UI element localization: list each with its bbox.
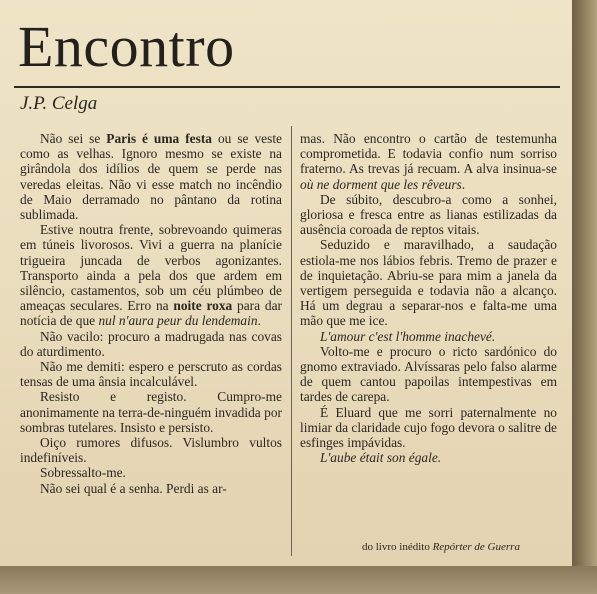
- quote-line: L'aube était son égale.: [320, 450, 442, 466]
- page-edge: [572, 0, 597, 594]
- paragraph: Não vacilo: procuro a madrugada nas covas do aturdimento.: [20, 328, 282, 359]
- paragraph: É Eluard que me sorri paternalmente no limiar da claridade cujo fogo devora o salitre de esfinges impávidas.: [300, 404, 557, 451]
- title-rule: [14, 86, 560, 88]
- source-credit: do livro inédito Repórter de Guerra: [362, 541, 520, 553]
- paragraph: mas. Não encontro o cartão de testemunha comprometida. E todavia confio num sorriso fraterno. As trevas já recuam. A alva insinua-se où ne dorment que les rêveurs.: [300, 131, 557, 192]
- paragraph: Seduzido e maravilhado, a saudação estiola-me nos lábios febris. Tremo de prazer e de inquietação. Abriu-se para mim a janela da vertigem perseguida e todavia não a alcanço. Há um degrau a separar-nos e falta-me uma mão que me ice.: [300, 237, 557, 329]
- paragraph: Resisto e registo. Cumpro-me anonimamente na terra-de-ninguém invadida por sombras tutelares. Insisto e persisto.: [20, 389, 282, 435]
- paragraph: Estive noutra frente, sobrevoando quimeras em túneis livorosos. Vivi a guerra na planície trigueira juncada de verbos agonizantes. Transporto ainda a pela dos que ardem em silêncio, castamentos, sob um céu plúmbeo de ameaças seculares. Erro na noite roxa para dar notícia de que nul n'aura peur du lendemain.: [20, 222, 282, 329]
- paragraph: De súbito, descubro-a como a sonhei, gloriosa e fresca entre as lianas estilizadas da ausência coroada de reptos vitais.: [300, 191, 557, 238]
- paragraph: Volto-me e procuro o ricto sardónico do gnomo extraviado. Alvíssaras pelo falso alarme de quem cantou papoilas intempestivas em tardes de carepa.: [300, 343, 557, 405]
- paragraph: Sobressalto-me.: [40, 465, 126, 481]
- quote-line: L'amour c'est l'homme inachevé.: [320, 328, 496, 344]
- article-author: J.P. Celga: [20, 93, 98, 114]
- right-column: [300, 131, 557, 465]
- article-title: Encontro: [18, 14, 235, 79]
- paragraph: Oiço rumores difusos. Vislumbro vultos indefiníveis.: [20, 435, 282, 466]
- source-book-title: Repórter de Guerra: [432, 541, 520, 553]
- left-column: [20, 131, 282, 496]
- column-divider: [291, 126, 292, 556]
- paragraph: Não sei se Paris é uma festa ou se veste como as velhas. Ignoro mesmo se existe na girândola dos idílios de quem se perde nas veredas eleitas. Não vi esse match no incêndio de Maio derramado no pântano da rotina sublimada.: [20, 131, 282, 223]
- bottom-edge: [0, 566, 597, 594]
- paragraph: Não me demiti: espero e perscruto as cordas tensas de uma ânsia incalculável.: [20, 359, 282, 390]
- paragraph: Não sei qual é a senha. Perdi as ar-: [40, 480, 227, 496]
